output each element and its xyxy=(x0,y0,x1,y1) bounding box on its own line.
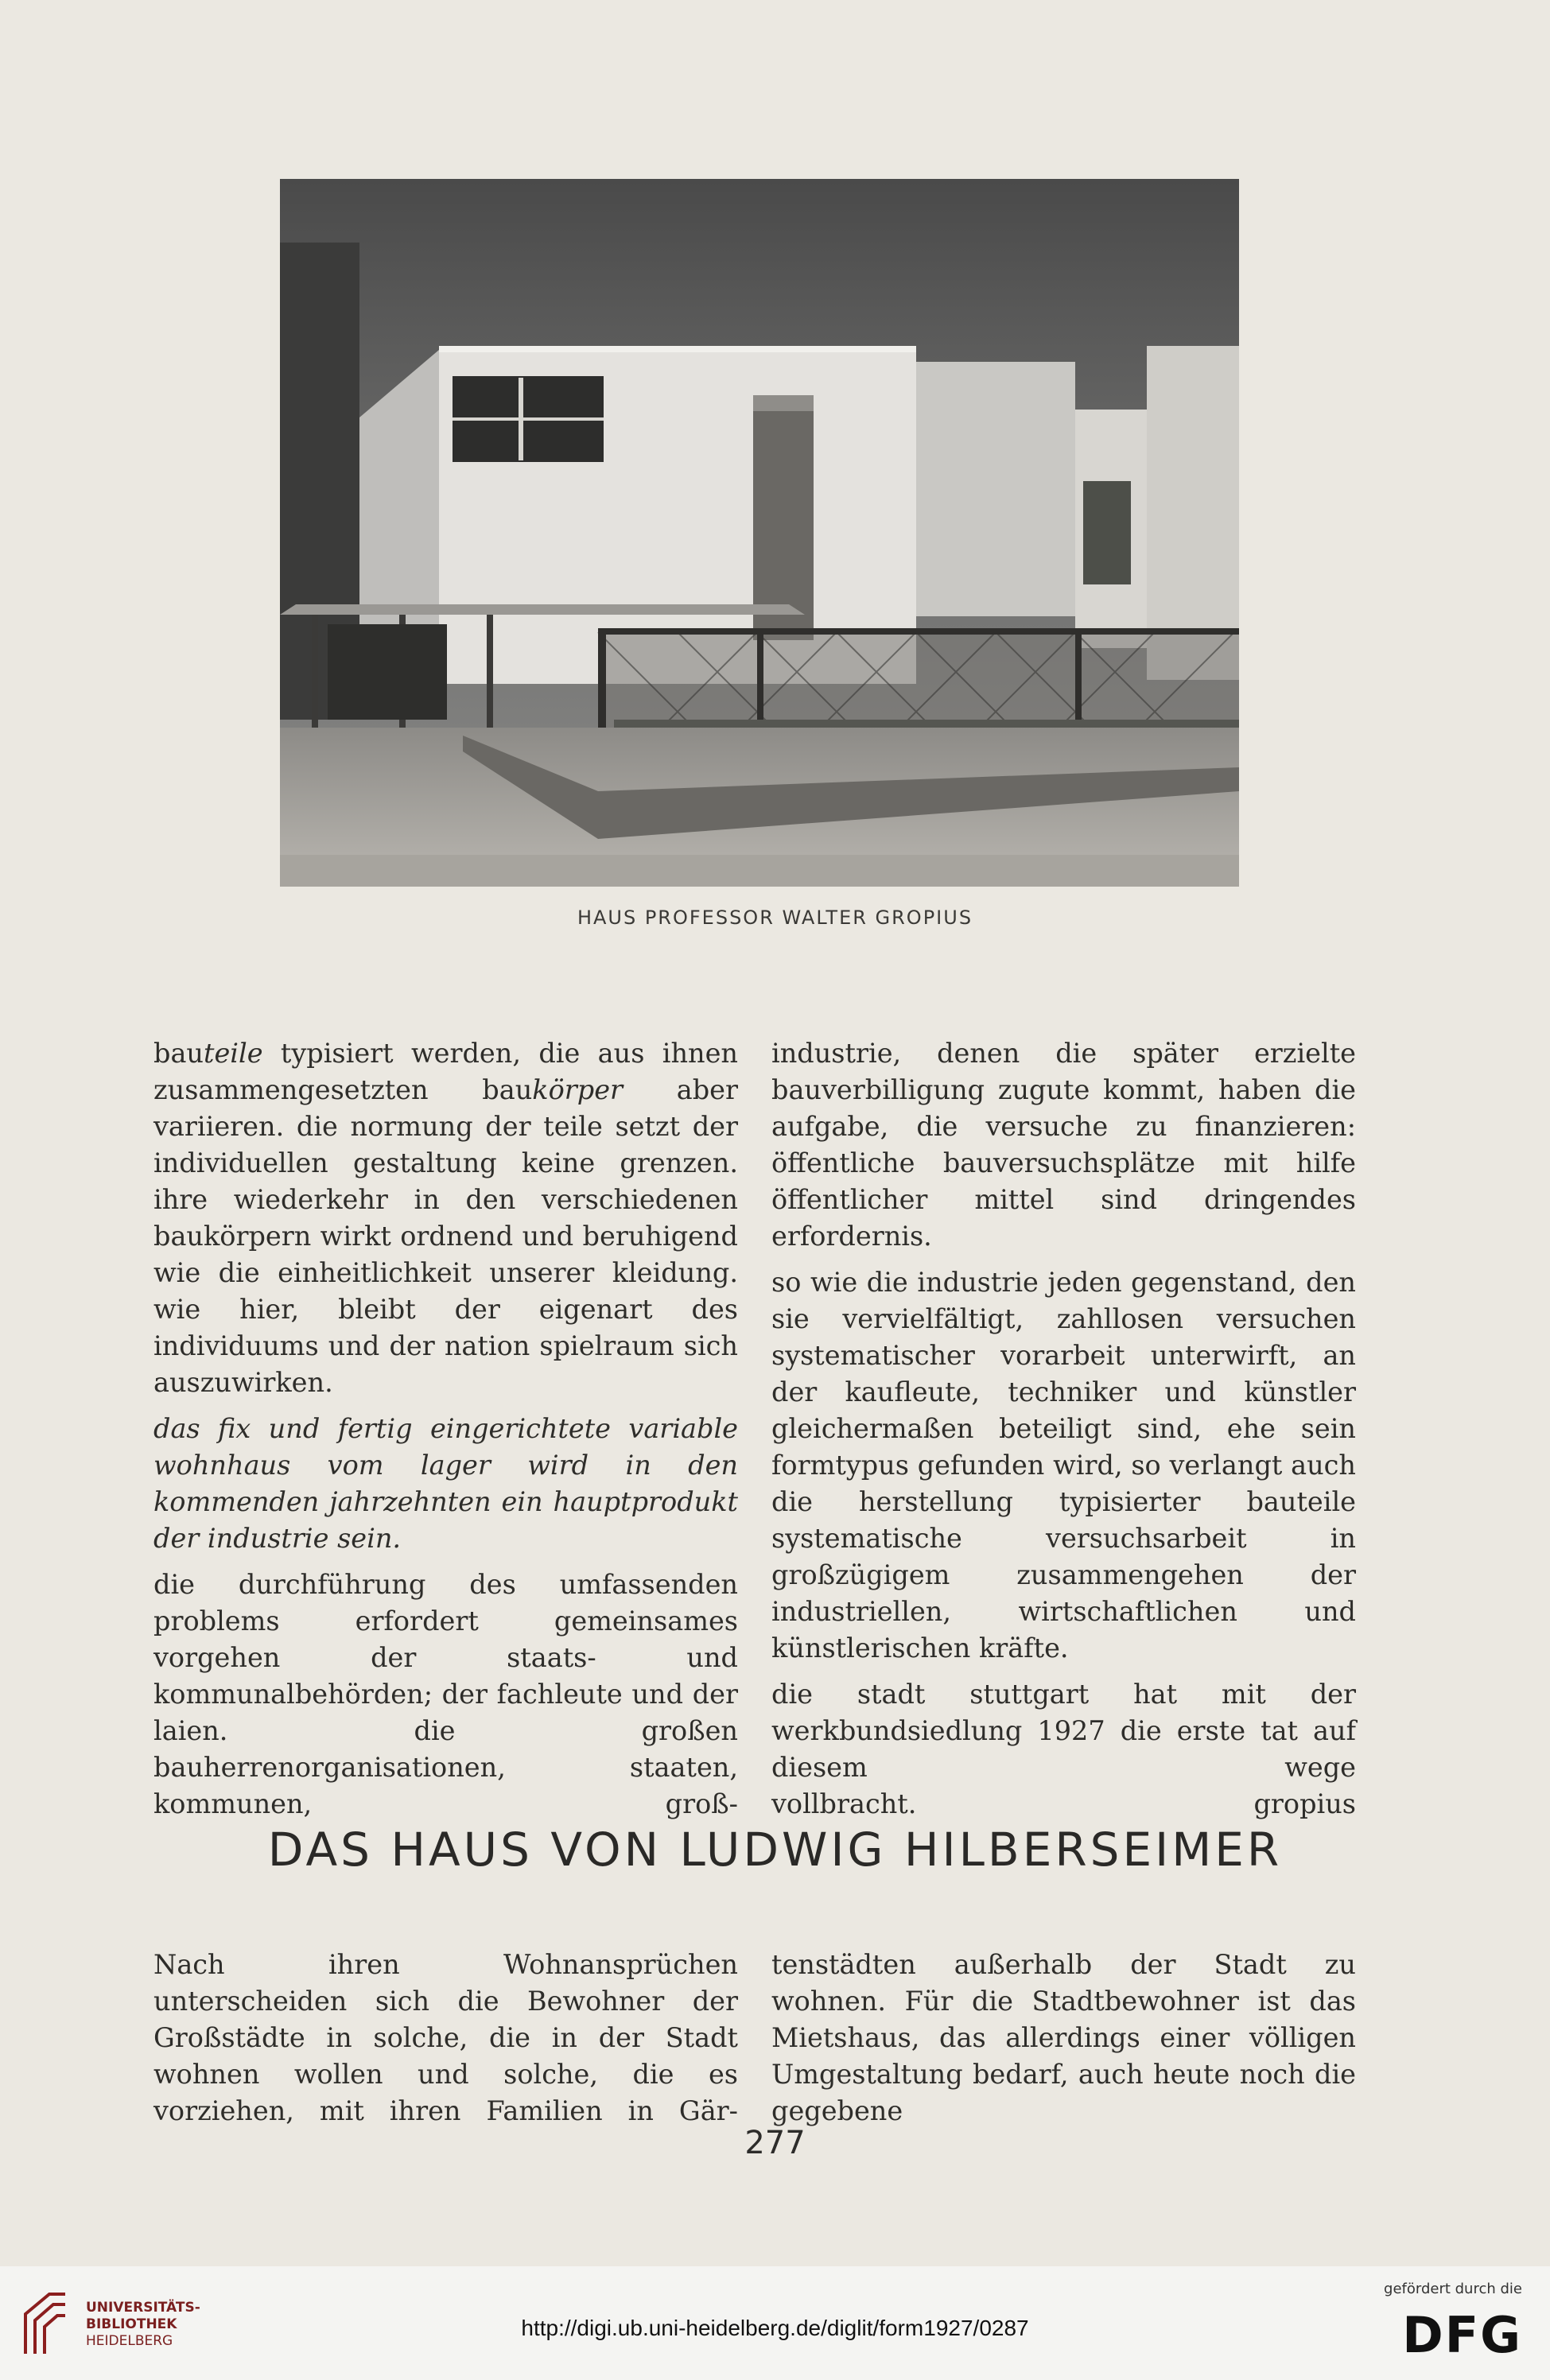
article2-column-left xyxy=(153,1947,738,2130)
library-line-1: UNIVERSITÄTS- xyxy=(86,2300,200,2316)
italic-text: teile xyxy=(204,1038,263,1069)
article2-column-right xyxy=(771,1947,1356,2130)
italic-text: körper xyxy=(532,1074,623,1105)
text-run: typisiert werden, die aus ihnen zusammengesetzten bau xyxy=(153,1038,738,1105)
permalink-url[interactable]: http://digi.ub.uni-heidelberg.de/diglit/form1927/0287 xyxy=(521,2316,1029,2340)
paragraph: so wie die industrie jeden gegenstand, den sie vervielfältigt, zahllosen versuchen systematischer vorarbeit unterwirft, an der kaufleute, techniker und künstler gleichermaßen beteiligt sind, ehe sein formtypus gefunden wird, so verlangt auch die herstellung typisierter bauteile systematische versuchsarbeit in großzügigem zusammengehen der industriellen, wirtschaftlichen und künstlerischen kräfte. xyxy=(771,1267,1356,1664)
text-run: aber variieren. die normung der teile setzt der individuellen gestaltung keine grenzen. ihre wiederkehr in den verschiedenen baukörpern wirkt ordnend und beruhigend wie die einheitlichkeit unserer kleidung. wie hier, bleibt der eigenart des individuums und der nation spielraum sich auszuwirken. xyxy=(153,1074,738,1398)
library-line-3: HEIDELBERG xyxy=(86,2333,173,2349)
sponsor-label: gefördert durch die xyxy=(1384,2281,1522,2297)
paragraph: Nach ihren Wohnansprüchen unterscheiden sich die Bewohner der Großstädte in solche, die in der Stadt wohnen wollen und solche, die es vorziehen, mit ihren Familien in Gär- xyxy=(153,1949,738,2126)
article-heading: DAS HAUS VON LUDWIG HILBERSEIMER xyxy=(267,1823,1283,1877)
closing-text: vollbracht. xyxy=(771,1788,917,1819)
text-run: die durchführung des umfassenden problems erfordert gemeinsames vorgehen der staats- und kommunalbehörden; der fachleute und der laien. die großen bauherrenorganisationen, staaten, kommunen, groß- xyxy=(153,1569,738,1819)
text-run: bau xyxy=(153,1038,204,1069)
page-number: 277 xyxy=(744,2125,806,2161)
footer-bar xyxy=(0,2266,1550,2380)
paragraph xyxy=(153,1411,738,1557)
photo-caption: HAUS PROFESSOR WALTER GROPIUS xyxy=(577,907,973,929)
article-column-right xyxy=(771,1035,1356,1823)
house-photo-image xyxy=(280,179,1239,887)
dfg-logo: DFG xyxy=(1402,2306,1522,2364)
paragraph: tenstädten außerhalb der Stadt zu wohnen. Für die Stadtbewohner ist das Mietshaus, das allerdings einer völligen Umgestaltung bedarf, auch heute noch die gegebene xyxy=(771,1949,1356,2126)
paragraph: industrie, denen die später erzielte bauverbilligung zugute kommt, haben die aufgabe, die versuche zu finanzieren: öffentliche bauversuchsplätze mit hilfe öffentlicher mittel sind dringendes erfordernis. xyxy=(771,1038,1356,1252)
italic-text: das fix und fertig eingerichtete variable wohnhaus vom lager wird in den kommenden jahrzehnten ein hauptprodukt der industrie sein. xyxy=(153,1413,738,1554)
closing-line xyxy=(771,1786,1356,1823)
house-photograph xyxy=(280,179,1239,887)
author-signature: gropius xyxy=(1253,1788,1356,1819)
paragraph: die stadt stuttgart hat mit der werkbundsiedlung 1927 die erste tat auf diesem wege xyxy=(771,1679,1356,1783)
article-column-left xyxy=(153,1035,738,1823)
paragraph xyxy=(153,1567,738,1823)
library-line-2: BIBLIOTHEK xyxy=(86,2316,177,2332)
paragraph xyxy=(153,1035,738,1401)
